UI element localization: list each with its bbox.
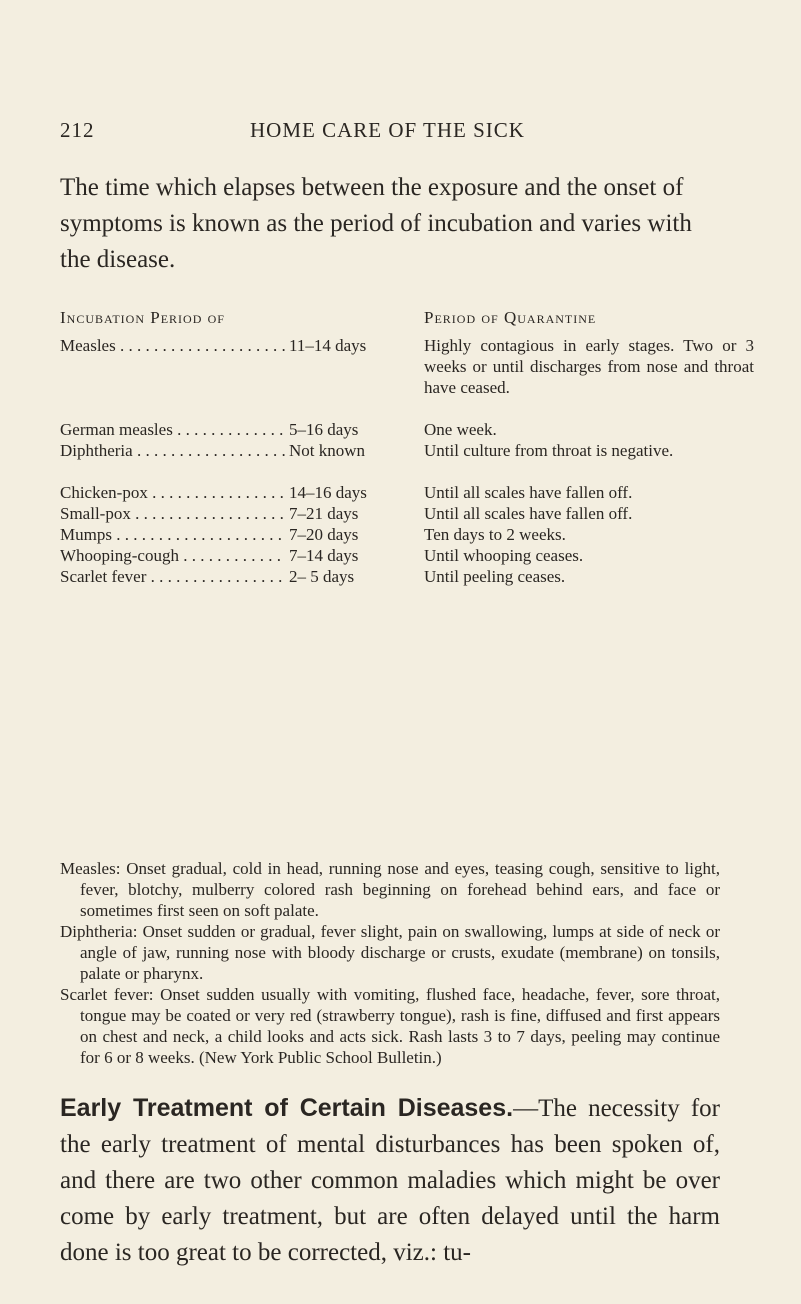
quarantine-period: Until whooping ceases. xyxy=(424,546,584,565)
disease-name: Small-pox . . . xyxy=(60,504,400,523)
disease-name: Diphtheria . . . xyxy=(60,441,400,460)
closing-paragraph xyxy=(60,1090,720,1271)
quarantine-column-heading: Period of Quarantine xyxy=(424,308,597,327)
running-head: HOME CARE OF THE SICK xyxy=(250,118,525,142)
disease-name: Measles . . . xyxy=(60,336,400,355)
incubation-period: 7–20 days xyxy=(285,524,404,545)
disease-name: Chicken-pox . . . xyxy=(60,483,400,502)
incubation-period: Not known xyxy=(285,440,404,461)
scarlet-fever-note: Scarlet fever: Onset sudden usually with vomiting, flushed face, headache, fever, sore throat, tongue may be coated or very red (strawberry tongue), rash is fine, diffused and first appears on chest and neck, a child looks and acts sick. Rash lasts 3 to 7 days, peeling may continue for 6 or 8 weeks. (New York Public School Bulletin.) xyxy=(60,985,720,1067)
page-header xyxy=(60,118,720,154)
incubation-period: 5–16 days xyxy=(285,419,404,440)
quarantine-period: Until peeling ceases. xyxy=(424,567,566,586)
diphtheria-note: Diphtheria: Onset sudden or gradual, fever slight, pain on swallowing, lumps at side of neck or angle of jaw, running nose with bloody discharge or crusts, exudate (membrane) on tonsils, palate or pharynx. xyxy=(60,922,720,983)
incubation-column-heading: Incubation Period of xyxy=(60,308,225,327)
incubation-period: 11–14 days xyxy=(285,335,404,356)
closing-text: —The necessity for the early treatment of mental disturbances has been spoken of, and there are two other common maladies which might be over come by early treatment, but are often delayed until the harm done is too great to be corrected, viz.: tu- xyxy=(60,1095,720,1266)
measles-note: Measles: Onset gradual, cold in head, running nose and eyes, teasing cough, sensitive to light, fever, blotchy, mulberry colored rash beginning on forehead behind ears, and face or sometimes first seen on soft palate. xyxy=(60,859,720,920)
quarantine-period: Until all scales have fallen off. xyxy=(424,483,633,502)
incubation-period: 14–16 days xyxy=(285,482,404,503)
incubation-period: 7–21 days xyxy=(285,503,404,524)
disease-name: German measles . . . xyxy=(60,420,400,439)
incubation-period: 2– 5 days xyxy=(285,566,404,587)
quarantine-period: Highly contagious in early stages. Two or 3 weeks or until discharges from nose and throat have ceased. xyxy=(424,336,754,397)
quarantine-period: One week. xyxy=(424,420,497,439)
incubation-period: 7–14 days xyxy=(285,545,404,566)
disease-name: Whooping-cough . . . xyxy=(60,546,400,565)
quarantine-period: Until culture from throat is negative. xyxy=(424,441,674,460)
disease-name: Mumps . . . xyxy=(60,525,400,544)
intro-paragraph: The time which elapses between the exposure and the onset of symptoms is known as the period of incubation and varies with the disease. xyxy=(60,174,692,273)
quarantine-period: Until all scales have fallen off. xyxy=(424,504,633,523)
page-number: 212 xyxy=(60,118,95,142)
quarantine-period: Ten days to 2 weeks. xyxy=(424,525,566,544)
disease-name: Scarlet fever . . . xyxy=(60,567,400,586)
symptom-notes xyxy=(60,858,720,1068)
section-heading: Early Treatment of Certain Diseases. xyxy=(60,1094,514,1122)
